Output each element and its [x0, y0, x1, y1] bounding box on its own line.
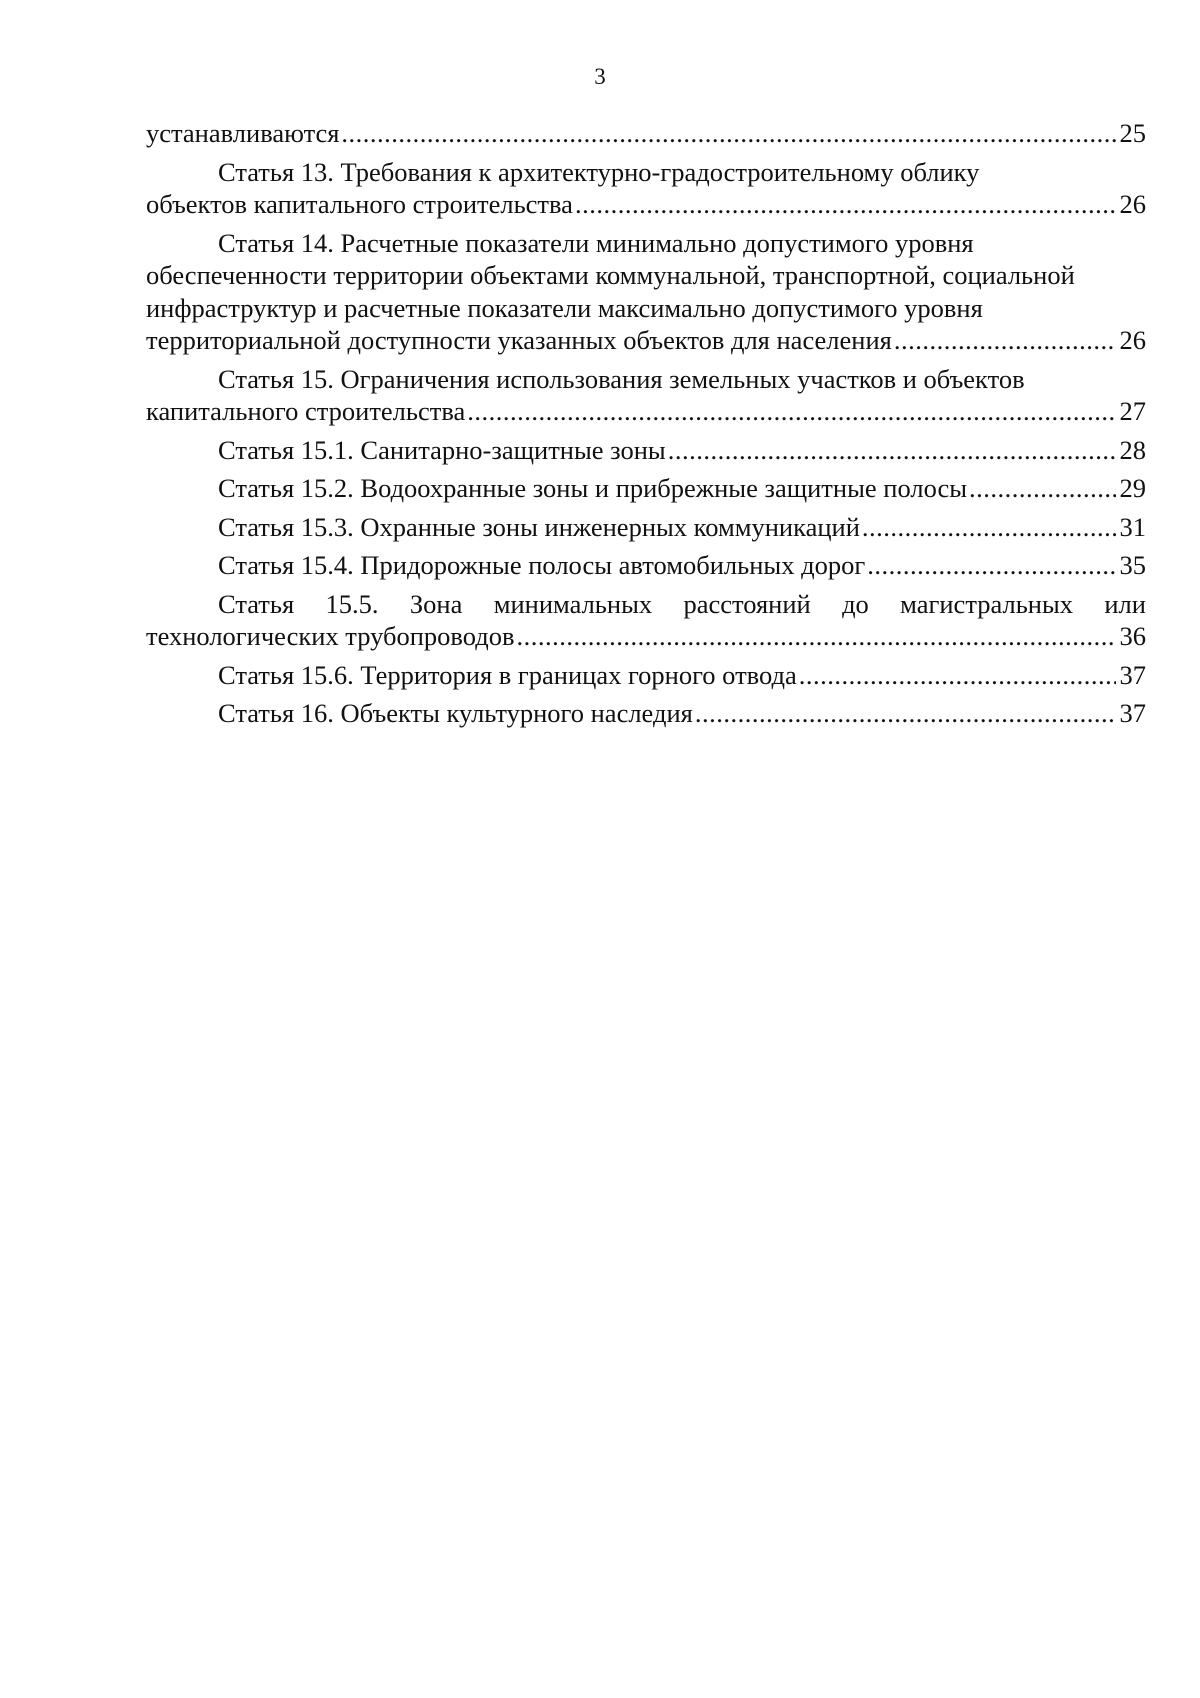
toc-entry-last-line [146, 472, 1146, 505]
toc-entry-last-line [146, 117, 1146, 150]
toc-entry-last-line [146, 188, 1146, 221]
toc-entry-article-15-5[interactable] [146, 588, 1146, 653]
toc-page-number: 29 [1119, 473, 1146, 503]
toc-page-number: 35 [1119, 550, 1146, 580]
toc-entry-article-13[interactable] [146, 156, 1146, 221]
dot-leader [867, 549, 1115, 582]
toc-entry-text: Статья 16. Объекты культурного наследия [218, 698, 693, 728]
toc-entry-first-line: Статья 14. Расчетные показатели минимально допустимого уровня [218, 227, 974, 258]
toc-word: Статья [218, 588, 295, 619]
toc-entry-text: Статья 15.3. Охранные зоны инженерных коммуникаций [218, 511, 860, 542]
page-number: 3 [594, 64, 606, 89]
dot-leader [799, 659, 1116, 692]
dot-leader [341, 117, 1115, 150]
table-of-contents [146, 117, 1146, 736]
toc-entry-article-15-1[interactable] [146, 434, 1146, 467]
toc-word: или [1104, 588, 1146, 619]
toc-entry-first-line [146, 588, 1146, 621]
dot-leader [894, 324, 1116, 357]
toc-entry-article-15-6[interactable] [146, 659, 1146, 692]
toc-entry-article-16[interactable] [146, 697, 1146, 730]
toc-entry-last-line [146, 620, 1146, 653]
dot-leader [862, 511, 1116, 544]
toc-entry-text: Статья 15.6. Территория в границах горного отвода [218, 659, 797, 690]
toc-word: расстояний [683, 588, 811, 619]
toc-entry-article-15-4[interactable] [146, 549, 1146, 582]
toc-entry-last-line [146, 395, 1146, 428]
toc-entry-text: капитального строительства [146, 396, 466, 426]
dot-leader [969, 472, 1115, 505]
toc-page-number: 28 [1119, 434, 1146, 465]
toc-word: Зона [409, 588, 463, 619]
toc-word: до [842, 588, 869, 619]
toc-word: 15.5. [325, 588, 379, 619]
toc-page-number: 26 [1119, 325, 1146, 355]
dot-leader [516, 620, 1115, 653]
toc-word: минимальных [493, 588, 653, 619]
toc-entry-text: Статья 15.2. Водоохранные зоны и прибрежные защитные полосы [218, 473, 968, 503]
toc-page-number: 37 [1119, 659, 1146, 690]
toc-entry-first-line: Статья 15. Ограничения использования земельных участков и объектов [218, 363, 1025, 394]
toc-entry-text: Статья 15.4. Придорожные полосы автомобильных дорог [218, 550, 866, 580]
toc-entry-text: территориальной доступности указанных объектов для населения [146, 325, 892, 355]
toc-entry-last-line [146, 434, 1146, 467]
toc-entry-last-line [146, 511, 1146, 544]
toc-entry-text: технологических трубопроводов [146, 621, 515, 651]
dot-leader [575, 188, 1116, 221]
toc-word: магистральных [900, 588, 1074, 619]
toc-page-number: 31 [1119, 511, 1146, 542]
toc-entry-continuation[interactable] [146, 117, 1146, 150]
toc-page-number: 36 [1119, 621, 1146, 651]
dot-leader [695, 697, 1116, 730]
toc-entry-last-line [146, 549, 1146, 582]
toc-entry-text: устанавливаются [146, 118, 340, 148]
dot-leader [467, 395, 1115, 428]
toc-page-number: 37 [1119, 698, 1146, 728]
toc-entry-text: объектов капитального строительства [146, 189, 573, 219]
toc-page-number: 25 [1119, 118, 1146, 148]
toc-entry-article-15-3[interactable] [146, 511, 1146, 544]
toc-page-number: 27 [1119, 396, 1146, 426]
toc-entry-last-line [146, 659, 1146, 692]
toc-entry-line: инфраструктур и расчетные показатели максимально допустимого уровня [146, 292, 983, 323]
toc-entry-text: Статья 15.1. Санитарно-защитные зоны [218, 434, 666, 465]
toc-entry-last-line [146, 324, 1146, 357]
toc-entry-article-14[interactable] [146, 227, 1146, 357]
toc-entry-last-line [146, 697, 1146, 730]
toc-page-number: 26 [1119, 189, 1146, 219]
toc-entry-article-15-2[interactable] [146, 472, 1146, 505]
toc-entry-line: обеспеченности территории объектами коммунальной, транспортной, социальной [146, 260, 1075, 290]
toc-entry-article-15[interactable] [146, 363, 1146, 428]
dot-leader [668, 434, 1116, 467]
toc-entry-first-line: Статья 13. Требования к архитектурно-градостроительному облику [218, 156, 980, 187]
